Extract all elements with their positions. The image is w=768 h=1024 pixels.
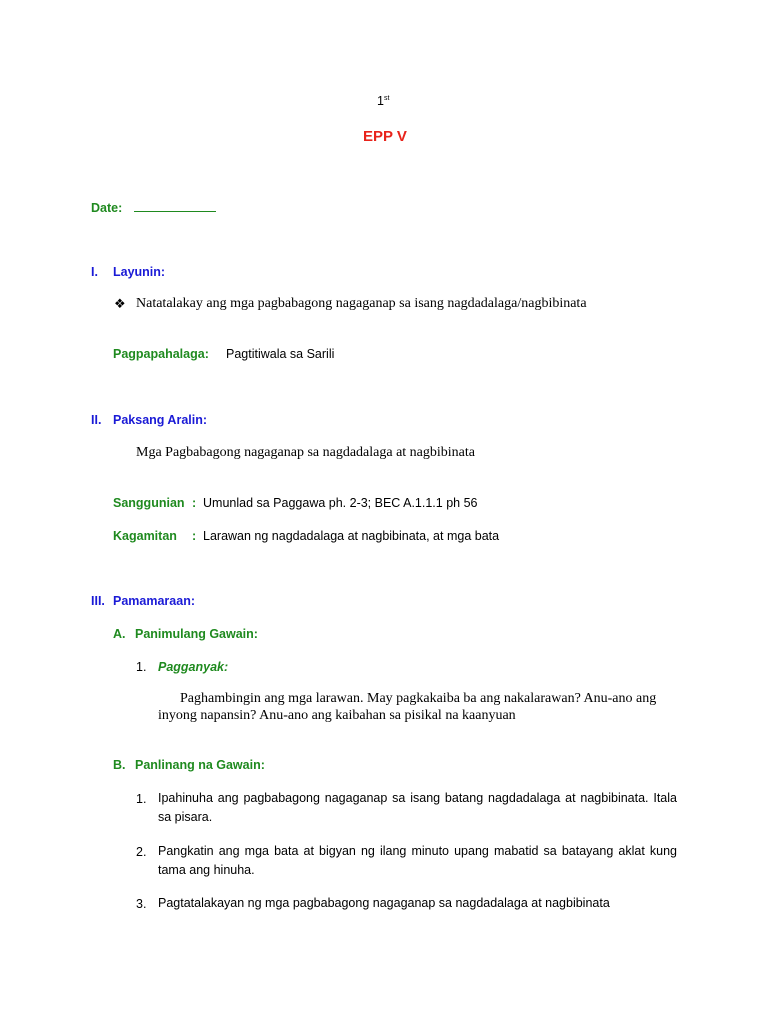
date-label: Date: [91, 201, 123, 215]
partB-item3-number: 3. [136, 897, 147, 911]
value-text: Pagtitiwala sa Sarili [226, 347, 335, 361]
partA-heading: Panimulang Gawain: [135, 627, 258, 641]
partB-item2-text: Pangkatin ang mga bata at bigyan ng ilang minuto upang mabatid sa batayang aklat kung tama ang hinuha. [158, 844, 677, 877]
partA-item1-label: Pagganyak: [158, 660, 229, 674]
materials-text: Larawan ng nagdadalaga at nagbibinata, at mga bata [203, 529, 500, 543]
partB-item1-number: 1. [136, 792, 147, 806]
materials-colon: : [192, 529, 197, 543]
date-line [91, 200, 216, 215]
partB-item3-text: Pagtatalakayan ng mga pagbabagong nagaganap sa nagdadalaga at nagbibinata [158, 896, 610, 910]
reference-text: Umunlad sa Paggawa ph. 2-3; BEC A.1.1.1 ph 56 [203, 496, 478, 510]
section2-heading: Paksang Aralin: [113, 413, 208, 427]
quarter-suffix: st [383, 94, 390, 102]
topic-text: Mga Pagbabagong nagaganap sa nagdadalaga at nagbibinata [136, 445, 475, 460]
date-blank [134, 200, 216, 212]
motivation-text-content: Paghambingin ang mga larawan. May pagkakaiba ba ang nakalarawan? Anu-ano ang inyong napansin? Anu-ano ang kaibahan sa pisikal na kaanyuan [158, 691, 657, 723]
partA-letter: A. [113, 627, 126, 641]
objective-text: Natatalakay ang mga pagbabagong nagaganap sa isang nagdadalaga/nagbibinata [136, 296, 587, 311]
reference-label: Sanggunian [113, 496, 185, 510]
partB-item1-text: Ipahinuha ang pagbabagong nagaganap sa isang batang nagdadalaga at nagbibinata. Itala sa pisara. [158, 791, 677, 824]
quarter-label [377, 94, 389, 108]
quarter-number: 1 [377, 94, 384, 108]
value-label: Pagpapahalaga: [113, 347, 209, 361]
section1-heading: Layunin: [113, 265, 166, 279]
motivation-text [158, 690, 678, 724]
section1-numeral: I. [91, 265, 98, 279]
partA-item1-number: 1. [136, 660, 147, 674]
partB-letter: B. [113, 758, 126, 772]
section3-heading: Pamamaraan: [113, 594, 195, 608]
partB-item2-number: 2. [136, 845, 147, 859]
document-title: EPP V [363, 128, 407, 145]
section3-numeral: III. [91, 594, 105, 608]
materials-label: Kagamitan [113, 529, 177, 543]
partB-heading: Panlinang na Gawain: [135, 758, 265, 772]
reference-colon: : [192, 496, 197, 510]
diamond-bullet-icon: ❖ [114, 296, 126, 311]
section2-numeral: II. [91, 413, 102, 427]
